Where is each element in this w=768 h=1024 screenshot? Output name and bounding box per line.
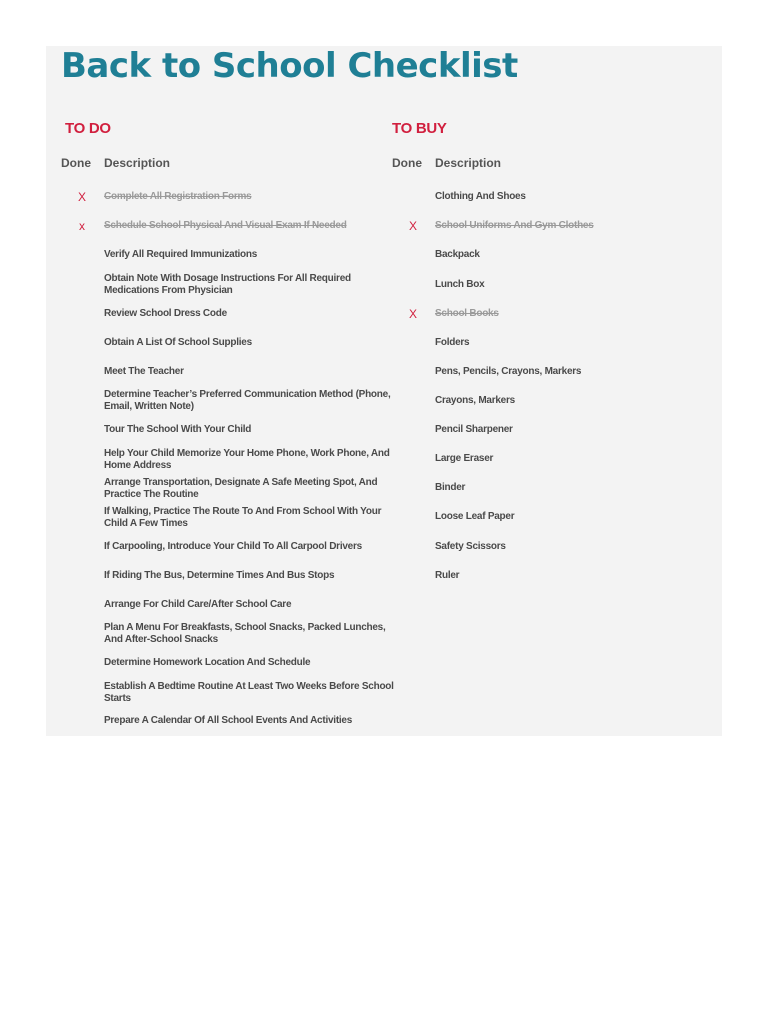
todo-item[interactable]: Determine Teacher’s Preferred Communication Method (Phone, Email, Written Note) xyxy=(104,389,391,412)
tobuy-item[interactable]: School Uniforms And Gym Clothes xyxy=(435,220,594,231)
tobuy-item[interactable]: Ruler xyxy=(435,570,460,581)
page-title: Back to School Checklist xyxy=(61,46,518,86)
todo-item[interactable]: Verify All Required Immunizations xyxy=(104,249,258,260)
todo-item[interactable]: Meet The Teacher xyxy=(104,366,184,377)
todo-done-mark[interactable]: X xyxy=(77,190,86,204)
todo-item[interactable]: If Carpooling, Introduce Your Child To All Carpool Drivers xyxy=(104,541,362,552)
todo-item[interactable]: Establish A Bedtime Routine At Least Two Weeks Before School Starts xyxy=(104,681,394,704)
todo-item[interactable]: Review School Dress Code xyxy=(104,308,227,319)
todo-item[interactable]: Obtain A List Of School Supplies xyxy=(104,337,252,348)
tobuy-item[interactable]: Lunch Box xyxy=(435,279,485,290)
tobuy-item[interactable]: Binder xyxy=(435,482,466,493)
tobuy-item[interactable]: Loose Leaf Paper xyxy=(435,511,515,522)
tobuy-item[interactable]: Crayons, Markers xyxy=(435,395,515,406)
todo-item[interactable]: Complete All Registration Forms xyxy=(104,191,252,202)
tobuy-done-mark[interactable]: X xyxy=(408,219,417,233)
todo-item[interactable]: If Riding The Bus, Determine Times And Bus Stops xyxy=(104,570,335,581)
todo-item[interactable]: Schedule School Physical And Visual Exam If Needed xyxy=(104,220,347,231)
todo-item[interactable]: If Walking, Practice The Route To And From School With Your Child A Few Times xyxy=(104,506,382,529)
todo-item[interactable]: Obtain Note With Dosage Instructions For All Required Medications From Physician xyxy=(104,273,351,296)
tobuy-section-title: TO BUY xyxy=(392,120,447,137)
todo-done-mark[interactable]: x xyxy=(79,219,85,233)
todo-item[interactable]: Determine Homework Location And Schedule xyxy=(104,657,311,668)
tobuy-done-header: Done xyxy=(392,156,422,170)
todo-item[interactable]: Help Your Child Memorize Your Home Phone, Work Phone, And Home Address xyxy=(104,448,390,471)
todo-done-header: Done xyxy=(61,156,91,170)
tobuy-item[interactable]: Safety Scissors xyxy=(435,541,506,552)
tobuy-item[interactable]: Pens, Pencils, Crayons, Markers xyxy=(435,366,582,377)
todo-item[interactable]: Arrange Transportation, Designate A Safe Meeting Spot, And Practice The Routine xyxy=(104,477,378,500)
todo-item[interactable]: Prepare A Calendar Of All School Events And Activities xyxy=(104,715,353,726)
tobuy-done-mark[interactable]: X xyxy=(408,307,417,321)
tobuy-item[interactable]: Folders xyxy=(435,337,470,348)
tobuy-description-header: Description xyxy=(435,156,502,170)
tobuy-item[interactable]: Clothing And Shoes xyxy=(435,191,526,202)
tobuy-item[interactable]: Pencil Sharpener xyxy=(435,424,513,435)
tobuy-item[interactable]: School Books xyxy=(435,308,499,319)
todo-item[interactable]: Arrange For Child Care/After School Care xyxy=(104,599,292,610)
todo-section-title: TO DO xyxy=(65,120,111,137)
tobuy-item[interactable]: Large Eraser xyxy=(435,453,494,464)
todo-item[interactable]: Tour The School With Your Child xyxy=(104,424,252,435)
todo-item[interactable]: Plan A Menu For Breakfasts, School Snacks, Packed Lunches, And After-School Snacks xyxy=(104,622,386,645)
todo-description-header: Description xyxy=(104,156,171,170)
tobuy-item[interactable]: Backpack xyxy=(435,249,480,260)
